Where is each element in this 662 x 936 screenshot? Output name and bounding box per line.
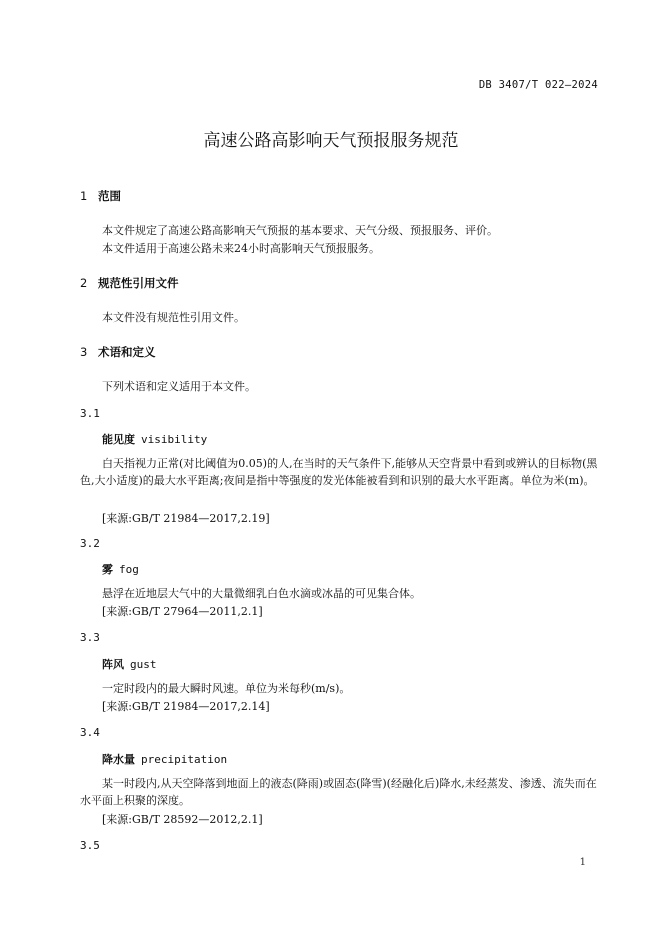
term-chinese: 降水量 (102, 753, 135, 766)
scope-line-1: 本文件规定了高速公路高影响天气预报的基本要求、天气分级、预报服务、评价。 (102, 224, 498, 237)
term-source: [来源:GB/T 21984—2017,2.14] (102, 700, 270, 713)
term-chinese: 能见度 (102, 433, 135, 446)
term-fog (102, 561, 139, 577)
section-number: 3 (80, 345, 88, 359)
section-heading-terms (80, 344, 156, 360)
term-chinese: 阵风 (102, 658, 124, 671)
term-source: [来源:GB/T 21984—2017,2.19] (102, 512, 270, 525)
terms-intro: 下列术语和定义适用于本文件。 (102, 380, 256, 393)
term-english: gust (130, 658, 157, 671)
term-definition: 悬浮在近地层大气中的大量微细乳白色水滴或冰晶的可见集合体。 (102, 587, 421, 600)
term-source: [来源:GB/T 27964—2011,2.1] (102, 605, 263, 618)
section-number: 2 (80, 276, 88, 290)
normative-references-text: 本文件没有规范性引用文件。 (102, 311, 245, 324)
term-definition: 白天指视力正常(对比阈值为0.05)的人,在当时的天气条件下,能够从天空背景中看到或辨认的目标物(黑色,大小适度)的最大水平距离;夜间是指中等强度的发光体能被看到和识别的最大水平距离。单位为米(m)。 (80, 457, 598, 487)
term-chinese: 雾 (102, 563, 113, 576)
clause-number: 3.4 (80, 726, 100, 739)
clause-number: 3.3 (80, 631, 100, 644)
section-heading-scope (80, 188, 121, 204)
term-visibility (102, 431, 207, 447)
clause-number: 3.2 (80, 537, 100, 550)
term-source: [来源:GB/T 28592—2012,2.1] (102, 813, 263, 826)
section-heading-normative-references (80, 275, 179, 291)
term-gust (102, 656, 157, 672)
term-english: fog (119, 563, 139, 576)
term-definition: 一定时段内的最大瞬时风速。单位为米每秒(m/s)。 (102, 682, 351, 695)
clause-number: 3.1 (80, 407, 100, 420)
section-title: 术语和定义 (98, 345, 156, 359)
standard-number: DB 3407/T 022—2024 (478, 79, 598, 91)
document-title: 高速公路高影响天气预报服务规范 (203, 131, 459, 151)
clause-number: 3.5 (80, 839, 100, 852)
scope-line-2: 本文件适用于高速公路未来24小时高影响天气预报服务。 (102, 242, 380, 255)
page-number: 1 (579, 857, 586, 868)
section-number: 1 (80, 189, 88, 203)
section-title: 范围 (98, 189, 121, 203)
term-precipitation (102, 751, 227, 767)
term-english: precipitation (141, 753, 228, 766)
term-definition: 某一时段内,从天空降落到地面上的液态(降雨)或固态(降雪)(经融化后)降水,未经蒸发、渗透、流失而在水平面上积聚的深度。 (80, 777, 597, 807)
section-title: 规范性引用文件 (98, 276, 179, 290)
term-english: visibility (141, 433, 208, 446)
